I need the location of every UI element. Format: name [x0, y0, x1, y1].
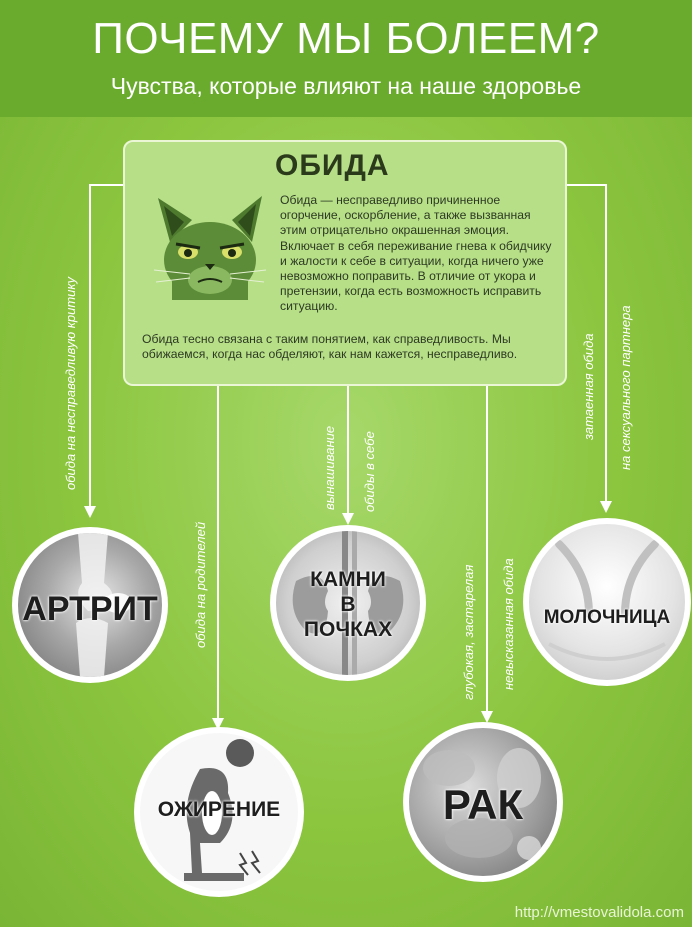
branch-label-deep-2: невысказанная обида [501, 558, 516, 690]
branch-label-hidden-2: на сексуального партнера [618, 305, 633, 470]
kidney-label-line-2: В [340, 593, 356, 616]
grumpy-cat-icon [150, 190, 268, 300]
branch-label-criticism: обида на несправедливую критику [63, 276, 78, 490]
cancer-label: РАК [442, 781, 524, 828]
branch-label-nurture-2: обиды в себе [362, 431, 377, 512]
card-title: ОБИДА [275, 149, 390, 182]
footer-url: http://vmestovalidola.com [514, 904, 684, 921]
thrush-circle [523, 518, 691, 686]
card-summary-text: Обида тесно связана с таким понятием, как справедливость. Мы обижаемся, когда нас обделяют, как нам кажется, несправедливо. [142, 332, 518, 362]
kidney-stones-label [270, 567, 426, 642]
page-subtitle: Чувства, которые влияют на наше здоровье [110, 73, 582, 99]
branch-label-nurture-1: вынашивание [322, 425, 337, 510]
kidney-label-line-3: ПОЧКАХ [303, 618, 393, 641]
kidney-label-line-1: КАМНИ [310, 568, 386, 591]
obesity-label: ОЖИРЕНИЕ [157, 798, 281, 821]
branch-label-hidden-1: затаенная обида [581, 333, 596, 440]
branch-label-parents: обида на родителей [193, 521, 208, 648]
page-title: ПОЧЕМУ МЫ БОЛЕЕМ? [92, 14, 600, 63]
card-definition-text: Обида — несправедливо причиненное огорчение, оскорбление, а также вызванная этим отрицательно окрашенная эмоция. Включает в себя переживание гнева к обидчику и жалости к себе в ситуации, когда ничего уже невозможно поправить. В отличие от укора и претензии, когда есть возможность исправить ситуацию. [280, 193, 552, 314]
hands-on-abdomen-icon [529, 524, 685, 680]
thrush-label: МОЛОЧНИЦА [543, 607, 671, 628]
branch-label-deep-1: глубокая, застарелая [461, 564, 476, 700]
arthritis-label: АРТРИТ [22, 590, 158, 628]
